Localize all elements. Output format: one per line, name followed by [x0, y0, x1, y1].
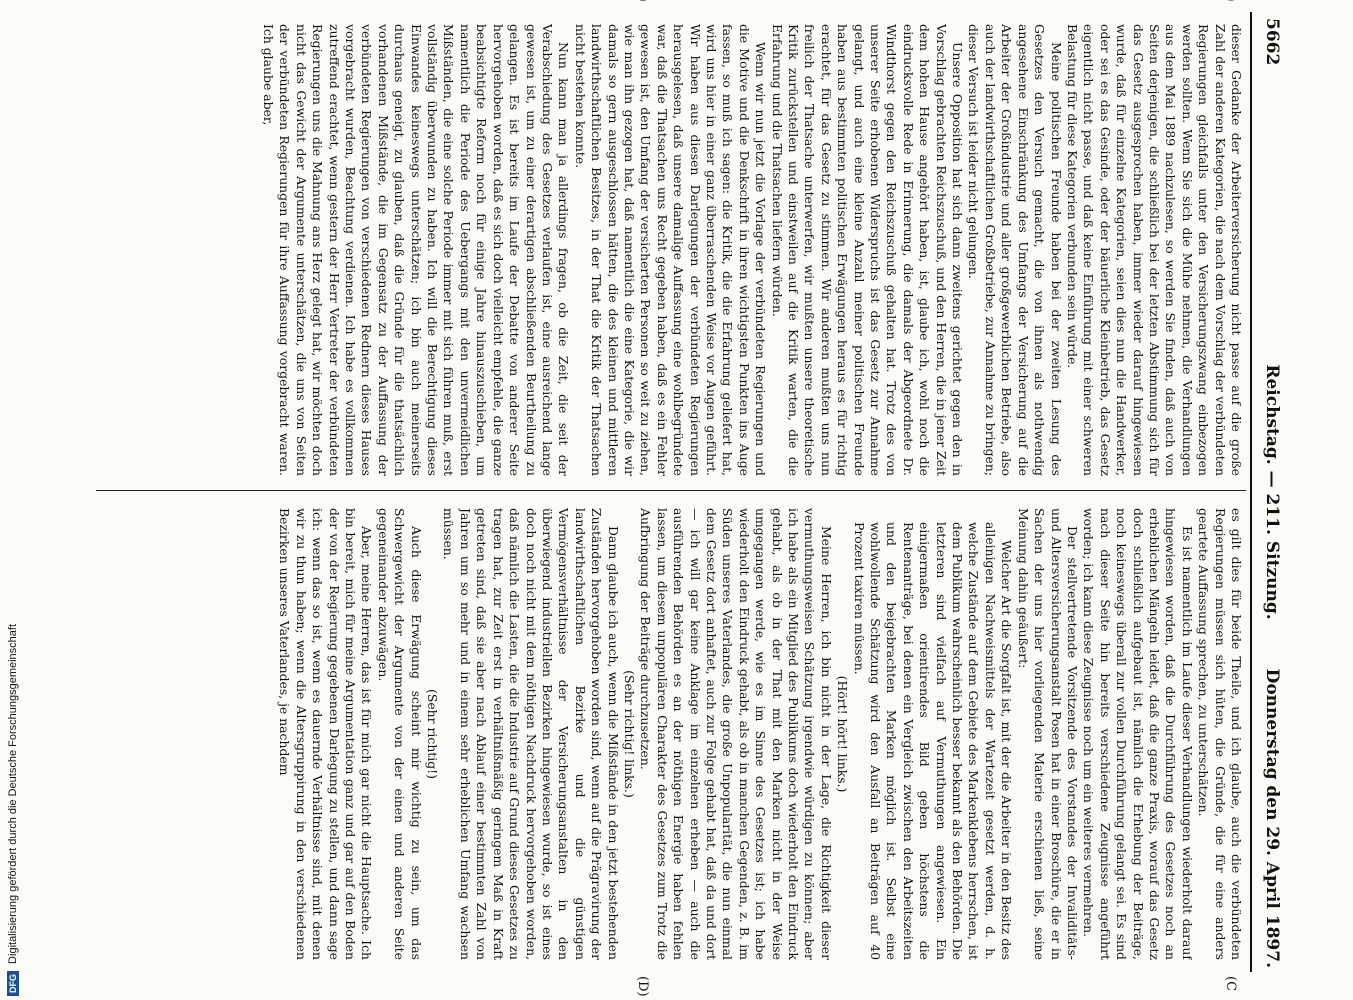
credit-text: Digitalisierung gefördert durch die Deutsche Forschungsgemeinschaft — [7, 623, 19, 964]
paragraph: Unsere Opposition hat sich dann zweitens gerichtet gegen den in Vorschlag gebrachten Reichszuschuß, und den Herren, die in jener Zeit dem hohen Hause angehört haben, ist, glaube ich, wohl noch die eindrucksvolle Rede in Erinnerung, die damals der Abgeordnete Dr. Windthorst gegen den Reichszuschuß gehalten hat. Trotz des von unserer Seite erhobenen Widerspruchs ist das Gesetz zur Annahme gelangt, und auch eine kleine Anzahl meiner politischen Freunde haben aus bestimmten politischen Erwägungen heraus es für richtig erachtet, für das Gesetz zu stimmen. Wir anderen mußten uns nun freilich der Thatsache unterwerfen, wir mußten unsere theoretische Kritik zurückstellen und einstweilen auf die Kritik warten, die die Erfahrung und die Thatsachen liefern würden. — [769, 24, 966, 476]
quotation: Welcher Art die Sorgfalt ist, mit der die Arbeiter in den Besitz des alleinigen Nachweismittels der Wartezeit gesetzt werden, d. h. welche Zustände auf dem Gebiete des Markenklebens herrschen, ist dem Publikum wahrscheinlich besser bekannt als den Behörden. Die letzteren sind vielfach auf Vermuthungen angewiesen. Ein einigermaßen orientirendes Bild geben höchstens die Rentenanträge, bei denen ein Vergleich zwischen den Arbeitszeiten und den beigebrachten Marken möglich ist. Selbst eine wohlwollende Schätzung wird den Ausfall an Beiträgen auf 40 Prozent taxiren müssen. — [851, 522, 1015, 960]
margin-letter-d: (D) — [635, 976, 650, 997]
paragraph: Meine politischen Freunde haben bei der zweiten Lesung des Gesetzes den Versuch gemacht, die von ihnen als nothwendig angesehene Einschränkung des Umfangs der Versicherung auf die Arbeiter der Großindustrie und aller großgewerblichen Betriebe, also auch der landwirthschaftlichen Großbetriebe, zur Annahme zu bringen; dieser Versuch ist leider nicht gelungen. — [966, 24, 1064, 476]
paragraph: Nun kann man ja allerdings fragen, ob die Zeit, die seit der Verabschiedung des Gesetzes verlaufen ist, eine ausreichend lange gewesen ist, um zu einer derartigen abschließenden Beurtheilung zu gelangen. Es ist bereits im Laufe der Debatte von anderer Seite hervorgehoben worden, daß es sich doch vielleicht empfehle, die ganze beabsichtigte Reform noch für einige Jahre hinauszuschieben, um namentlich die Periode des Uebergangs mit den unvermeidlichen Mißständen, die eine solche Periode immer mit sich führen muß, erst vollständig überwunden zu haben. Ich will die Berechtigung dieses Einwandes keineswegs unterschätzen; ich bin auch meinerseits durchaus geneigt, zu glauben, daß die Gründe für die thatsächlich vorhandenen Mißstände, die im Gegensatz zu der Auffassung der verbündeten Regierungen von verschiedenen Rednern dieses Hauses vorgebracht wurden, Beachtung verdienen. Ich habe es vollkommen zutreffend erachtet, wenn gestern der Herr Vertreter der verbündeten Regierungen uns die Mahnung ans Herz gelegt hat, wir möchten doch nicht das Gewicht der Argumente unterschätzen, die uns von Seiten der verbündeten Regierungen für ihre Auffassung vorgebracht waren. Ich glaube aber, — [261, 24, 572, 476]
margin-letter-b — [635, 0, 650, 2]
session-date: Donnerstag den 29. April 1897. — [1262, 668, 1282, 968]
interjection: (Sehr richtig! links.) — [621, 670, 637, 798]
paragraph: es gilt dies für beide Theile, und ich glaube, auch die verbündeten Regierungen müssen sich hüten, die Gründe, die für eine anders geartete Auffassung sprechen, zu unterschätzen. — [1196, 508, 1244, 960]
paragraph: Aber, meine Herren, das ist für mich gar nicht die Hauptsache. Ich bin bereit, mich für meine Argumentation ganz und gar auf den Boden der von der Regierung gegebenen Darlegung zu stellen, und dann sage ich: wenn das so ist, wenn es dauernde Verhältnisse sind, mit denen wir zu thun haben; wenn die Altersgruppirung in den verschiedenen Bezirken unseres Vaterlandes, je nachdem — [277, 508, 375, 960]
printed-sheet — [90, 12, 1290, 997]
page-number: 5662 — [1262, 18, 1282, 66]
paragraph: Auch diese Erwägung scheint mir wichtig zu sein, um das Schwergewicht der Argumente von der einen und anderen Seite gegeneinander abzuwägen. — [375, 508, 424, 960]
page-header — [1250, 12, 1290, 972]
paragraph: Der stellvertretende Vorsitzende des Vorstandes der Invaliditäts- und Altersversicherungsanstalt Posen hat in einer Broschüre, die er in Sachen der uns hier vorliegenden Materie erschienen ließ, seine Meinung dahin geäußert: — [1015, 508, 1080, 960]
paragraph: Dann glaube ich auch, wenn die Mißstände in den jetzt bestehenden Zuständen hervorgehoben worden sind, wenn auf die Prägravirung der landwirthschaftlichen Bezirke und die günstigen Vermögensverhältnisse der Versicherungsanstalten in den überwiegend industriellen Bezirken hingewiesen wurde, so ist eines doch noch nicht mit dem nöthigen Nachdruck hervorgehoben worden, daß nämlich die Lasten, die die Industrie auf Grund dieses Gesetzes zu tragen hat, zur Zeit erst in verhältnißmäßig geringem Maß in Kraft getreten sind, daß sie aber nach Ablauf einer bestimmten Zahl von Jahren um so mehr und in einem sehr erheblichen Umfang wachsen müssen. — [441, 508, 621, 960]
right-column — [94, 508, 1244, 960]
margin-letter-a — [1223, 0, 1238, 2]
dfg-logo: DFG — [7, 971, 19, 996]
margin-letter-c: (C — [1223, 976, 1238, 992]
interjection: (Sehr richtig!) — [425, 689, 441, 779]
header-rule — [1250, 12, 1252, 972]
paragraph: Es ist namentlich im Laufe dieser Verhandlungen wiederholt darauf hingewiesen worden, daß die Durchführung des Gesetzes noch an erheblichen Mängeln leidet, daß die ganze Praxis, worauf das Gesetz doch schließlich aufgebaut ist, nämlich die Erhebung der Beiträge, noch keineswegs überall zur vollen Durchführung gelangt sei. Es sind nach dieser Seite hin bereits verschiedene Zeugnisse angeführt worden; ich kann diese Zeugnisse noch um ein weiteres vermehren. — [1081, 508, 1195, 960]
left-column — [94, 24, 1244, 476]
paragraph: dieser Gedanke der Arbeiterversicherung nicht passe auf die große Zahl der anderen Kategorien, die nach dem Vorschlag der verbündeten Regierungen gleichfalls unter den Versicherungszwang einbezogen werden sollten. Wenn Sie sich die Mühe nehmen, die Verhandlungen aus dem Mai 1889 nachzulesen, so werden Sie finden, daß auch von Seiten derjenigen, die schließlich bei der letzten Abstimmung sich für das Gesetz ausgesprochen haben, immer wieder darauf hingewiesen wurde, daß für einzelne Kategorien, seien dies nun die Handwerker, oder sei es das Gesinde, oder der bäuerliche Kleinbetrieb, das Gesetz eigentlich nicht passe, und daß keine Einführung mit einer schweren Belastung für diese Kategorien verbunden sein würde. — [1064, 24, 1244, 476]
column-divider — [96, 490, 1246, 491]
page-title: Reichstag. — 211. Sitzung. — [1262, 364, 1282, 620]
paragraph: Wenn wir nun jetzt die Vorlage der verbündeten Regierungen und die Motive und die Denkschrift in ihren wichtigsten Punkten ins Auge fassen, so muß ich sagen: die Kritik, die die Erfahrung geliefert hat, wird uns hier in einer ganz überraschenden Weise vor Augen geführt. Wir haben aus diesen Darlegungen der verbündeten Regierungen herausgelesen, daß unsere damalige Auffassung eine wohlbegründete war, daß die Thatsachen uns Recht gegeben haben, daß es ein Fehler gewesen ist, den Umfang der versicherten Personen so weit zu ziehen, wie man ihn gezogen hat, daß namentlich die eine Kategorie, die wir damals so gern ausgeschlossen hätten, die des kleinen und mittleren landwirthschaftlichen Besitzes, in der That die Kritik der Thatsachen nicht bestehen konnte. — [572, 24, 769, 476]
paragraph: Meine Herren, ich bin nicht in der Lage, die Richtigkeit dieser vermuthungsweisen Schätzung irgendwie würdigen zu können; aber ich habe als ein Mitglied des Publikums doch wiederholt den Eindruck gehabt, als ob in der That mit den Marken nicht in der Weise umgegangen werde, wie es im Sinne des Gesetzes ist; ich habe wiederholt den Eindruck gehabt, als ob in manchen Gegenden, z. B. im Süden unseres Vaterlandes, die große Unpopularität, die nun einmal dem Gesetz dort anhaftet, auch zur Folge gehabt hat, daß da und dort — ich will gar keine Anklage im einzelnen erheben — auch die ausführenden Behörden es an der nöthigen Energie haben fehlen lassen, um diesem unpopulären Charakter des Gesetzes zum Trotz die Aufbringung der Beiträge durchzusetzen. — [638, 508, 834, 960]
digitization-credit — [0, 0, 28, 1000]
interjection: (Hört! hört! links.) — [835, 675, 851, 793]
